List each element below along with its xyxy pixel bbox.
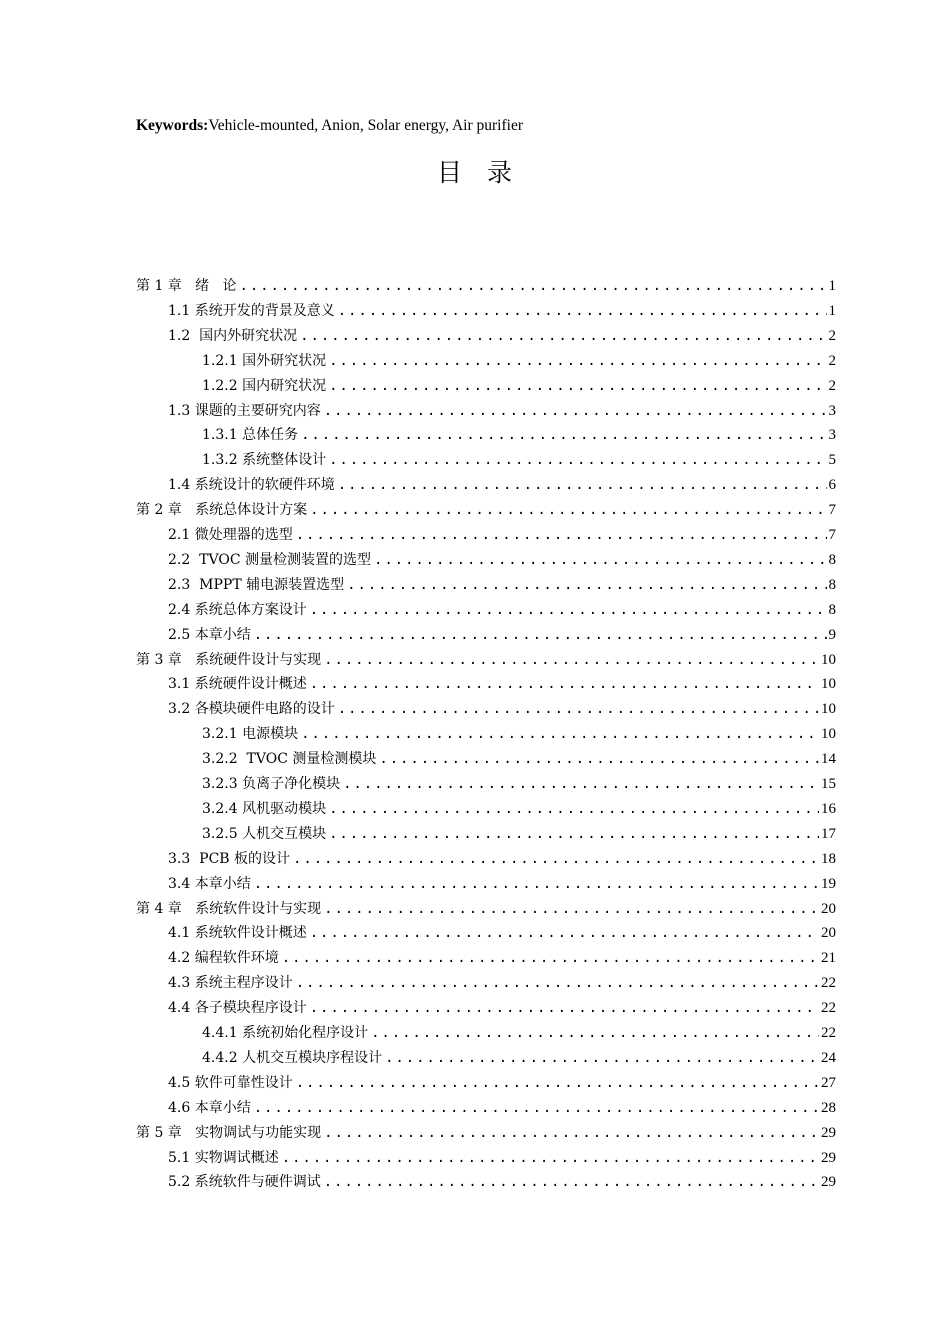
toc-dot-leader	[338, 301, 827, 321]
toc-entry-page-number: 10	[821, 651, 836, 668]
toc-entry[interactable]	[136, 274, 836, 296]
toc-entry-label: 4.4.1 系统初始化程序设计	[202, 1025, 369, 1041]
toc-dot-leader	[282, 1148, 819, 1168]
toc-entry-label: 3.1 系统硬件设计概述	[168, 676, 307, 693]
toc-entry[interactable]	[202, 722, 836, 744]
toc-entry-page-number: 8	[828, 576, 836, 593]
toc-entry-page-number: 20	[821, 900, 836, 917]
toc-entry-label: 第 1 章 绪 论	[136, 278, 237, 294]
toc-entry-page-number: 10	[821, 726, 836, 743]
toc-entry-page-number: 22	[821, 1025, 836, 1041]
toc-entry[interactable]	[168, 473, 836, 495]
toc-entry-page-number: 24	[821, 1049, 836, 1066]
toc-entry-label: 1.2.1 国外研究状况	[202, 352, 327, 369]
toc-dot-leader	[324, 401, 827, 421]
toc-entry-page-number: 17	[821, 825, 836, 842]
toc-entry-page-number: 28	[821, 1099, 836, 1116]
toc-entry-page-number: 7	[828, 502, 836, 519]
toc-dot-leader	[329, 824, 819, 844]
toc-dot-leader	[296, 525, 827, 545]
toc-entry-label: 3.2.1 电源模块	[202, 726, 299, 743]
toc-entry-page-number: 3	[828, 402, 836, 419]
toc-dot-leader	[301, 724, 819, 744]
toc-entry-label: 4.4 各子模块程序设计	[168, 1000, 307, 1017]
toc-entry-label: 第 5 章 实物调试与功能实现	[136, 1124, 322, 1141]
toc-entry-label: 4.1 系统软件设计概述	[168, 925, 307, 942]
keywords-text: Vehicle-mounted, Anion, Solar energy, Air purifier	[208, 117, 523, 134]
toc-entry-label: 第 3 章 系统硬件设计与实现	[136, 651, 322, 668]
toc-entry[interactable]	[168, 598, 836, 620]
toc-entry[interactable]	[202, 349, 836, 371]
toc-entry[interactable]	[136, 498, 836, 520]
toc-entry[interactable]	[168, 1146, 836, 1168]
toc-entry-label: 4.2 编程软件环境	[168, 950, 279, 967]
toc-entry-label: 第 4 章 系统软件设计与实现	[136, 900, 322, 917]
toc-entry[interactable]	[168, 299, 836, 321]
toc-entry-page-number: 20	[821, 925, 836, 942]
toc-entry-label: 3.4 本章小结	[168, 875, 251, 892]
toc-entry-label: 4.3 系统主程序设计	[168, 975, 293, 992]
toc-dot-leader	[338, 699, 819, 719]
toc-entry[interactable]	[168, 872, 836, 894]
toc-entry-page-number: 29	[821, 1174, 836, 1191]
toc-entry[interactable]	[202, 822, 836, 844]
toc-entry-label: 3.3 PCB 板的设计	[168, 850, 291, 867]
toc-entry-label: 1.2.2 国内研究状况	[202, 377, 327, 394]
toc-dot-leader	[282, 948, 819, 968]
toc-entry[interactable]	[168, 996, 836, 1018]
toc-entry-label: 1.3.1 总体任务	[202, 427, 299, 444]
toc-entry-page-number: 16	[821, 800, 836, 817]
toc-entry-page-number: 18	[821, 850, 836, 867]
toc-entry-label: 2.1 微处理器的选型	[168, 527, 293, 543]
toc-entry[interactable]	[168, 921, 836, 943]
toc-entry-page-number: 7	[828, 527, 836, 543]
toc-entry-page-number: 22	[821, 975, 836, 992]
toc-entry-page-number: 3	[828, 427, 836, 444]
toc-dot-leader	[254, 1098, 819, 1118]
toc-entry-label: 2.4 系统总体方案设计	[168, 601, 307, 618]
toc-entry-page-number: 29	[821, 1149, 836, 1166]
toc-dot-leader	[329, 351, 826, 371]
toc-entry-page-number: 10	[821, 701, 836, 718]
toc-entry-label: 1.2 国内外研究状况	[168, 327, 298, 344]
toc-entry[interactable]	[168, 523, 836, 545]
toc-entry[interactable]	[168, 548, 836, 570]
toc-dot-leader	[379, 749, 819, 769]
toc-entry[interactable]	[202, 423, 836, 445]
toc-entry[interactable]	[168, 946, 836, 968]
toc-entry-page-number: 6	[828, 477, 836, 494]
toc-dot-leader	[310, 923, 819, 943]
toc-entry[interactable]	[136, 1121, 836, 1143]
toc-dot-leader	[310, 500, 826, 520]
toc-entry-page-number: 2	[828, 327, 836, 344]
toc-dot-leader	[347, 575, 826, 595]
toc-entry-label: 1.4 系统设计的软硬件环境	[168, 477, 335, 494]
toc-dot-leader	[329, 450, 826, 470]
toc-dot-leader	[343, 774, 819, 794]
toc-entry-label: 5.2 系统软件与硬件调试	[168, 1174, 321, 1191]
toc-entry[interactable]	[168, 847, 836, 869]
toc-entry-page-number: 2	[828, 377, 836, 394]
toc-entry-page-number: 8	[828, 551, 836, 568]
toc-entry[interactable]	[202, 772, 836, 794]
toc-entry[interactable]	[168, 1071, 836, 1093]
toc-dot-leader	[296, 1073, 819, 1093]
toc-dot-leader	[254, 625, 827, 645]
toc-entry-page-number: 10	[821, 676, 836, 693]
toc-dot-leader	[374, 550, 826, 570]
toc-entry[interactable]	[202, 1046, 836, 1068]
toc-entry-label: 3.2.3 负离子净化模块	[202, 776, 341, 792]
toc-dot-leader	[301, 425, 826, 445]
toc-entry[interactable]	[202, 1021, 836, 1043]
toc-title-char-1: 目	[436, 158, 463, 187]
toc-entry[interactable]	[168, 399, 836, 421]
toc-entry-page-number: 1	[828, 278, 836, 294]
toc-entry[interactable]	[202, 448, 836, 470]
toc-entry-label: 3.2 各模块硬件电路的设计	[168, 701, 335, 718]
toc-entry-page-number: 5	[828, 452, 836, 469]
toc-dot-leader	[296, 973, 819, 993]
toc-entry[interactable]	[168, 672, 836, 694]
toc-entry-label: 第 2 章 系统总体设计方案	[136, 502, 308, 519]
toc-entry-page-number: 19	[821, 875, 836, 892]
toc-entry[interactable]	[168, 573, 836, 595]
toc-dot-leader	[324, 1123, 819, 1143]
toc-entry-label: 4.6 本章小结	[168, 1099, 251, 1116]
toc-entry-label: 2.5 本章小结	[168, 626, 251, 643]
toc-entry-page-number: 8	[828, 601, 836, 618]
keywords-line	[136, 116, 836, 136]
toc-entry-page-number: 29	[821, 1124, 836, 1141]
toc-dot-leader	[310, 600, 827, 620]
toc-title-char-2: 录	[487, 158, 514, 187]
toc-entry-label: 4.4.2 人机交互模块序程设计	[202, 1049, 383, 1066]
toc-entry-page-number: 9	[828, 626, 836, 643]
toc-entry-page-number: 1	[828, 302, 836, 319]
toc-entry[interactable]	[168, 971, 836, 993]
toc-dot-leader	[385, 1048, 819, 1068]
toc-entry-label: 3.2.2 TVOC 测量检测模块	[202, 751, 377, 768]
toc-entry-label: 2.2 TVOC 测量检测装置的选型	[168, 551, 372, 568]
toc-dot-leader	[324, 650, 819, 670]
toc-entry-label: 1.3.2 系统整体设计	[202, 452, 327, 469]
toc-entry-label: 1.3 课题的主要研究内容	[168, 402, 321, 419]
toc-entry[interactable]	[168, 697, 836, 719]
toc-entry-label: 3.2.4 风机驱动模块	[202, 800, 327, 817]
toc-dot-leader	[310, 998, 819, 1018]
toc-entry[interactable]	[136, 897, 836, 919]
toc-entry[interactable]	[202, 797, 836, 819]
toc-entry-label: 1.1 系统开发的背景及意义	[168, 302, 335, 319]
toc-entry[interactable]	[168, 324, 836, 346]
toc-dot-leader	[324, 1172, 819, 1192]
toc-dot-leader	[300, 326, 826, 346]
toc-dot-leader	[240, 276, 827, 296]
toc-dot-leader	[254, 874, 819, 894]
toc-dot-leader	[310, 674, 819, 694]
toc-entry[interactable]	[168, 1096, 836, 1118]
toc-entry-page-number: 14	[821, 751, 836, 768]
toc-dot-leader	[324, 899, 819, 919]
toc-entry[interactable]	[168, 623, 836, 645]
toc-entry-page-number: 22	[821, 1000, 836, 1017]
toc-dot-leader	[371, 1023, 819, 1043]
toc-entry-page-number: 2	[828, 352, 836, 369]
toc-entry-page-number: 27	[821, 1074, 836, 1091]
toc-entry[interactable]	[202, 747, 836, 769]
toc-entry-page-number: 21	[821, 950, 836, 967]
keywords-label: Keywords:	[136, 117, 209, 134]
toc-entry-label: 3.2.5 人机交互模块	[202, 825, 327, 842]
toc-title	[0, 158, 950, 188]
toc-entry-label: 2.3 MPPT 辅电源装置选型	[168, 576, 345, 593]
toc-entry[interactable]	[136, 648, 836, 670]
toc-entry-label: 4.5 软件可靠性设计	[168, 1074, 293, 1091]
toc-dot-leader	[338, 475, 827, 495]
toc-dot-leader	[329, 376, 826, 396]
toc-entry[interactable]	[168, 1170, 836, 1192]
toc-entry[interactable]	[202, 374, 836, 396]
toc-dot-leader	[329, 799, 819, 819]
toc-entry-label: 5.1 实物调试概述	[168, 1149, 279, 1166]
toc-dot-leader	[293, 849, 819, 869]
toc-entry-page-number: 15	[821, 776, 836, 792]
